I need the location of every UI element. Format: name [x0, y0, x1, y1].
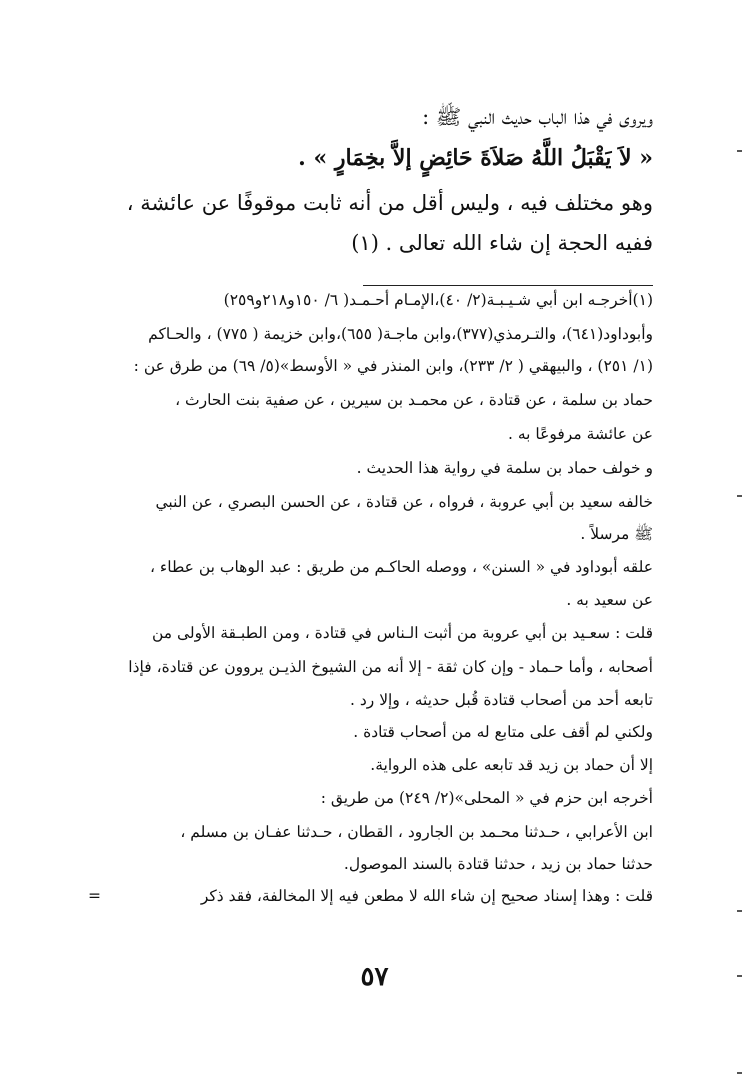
footnote-line: ﷺ مرسلاً . — [580, 525, 653, 543]
footnote-line: أخرجه ابن حزم في « المحلى»(٢/ ٢٤٩) من طريق : — [320, 789, 653, 807]
scan-mark — [737, 150, 742, 152]
main-line-3: وهو مختلف فيه ، وليس أقل من أنه ثابت موقوفًا عن عائشة ، — [126, 191, 653, 215]
hadith-quote: « لاَ يَقْبَلُ اللَّهُ صَلاَةَ حَائِضٍ إلاَّ بخِمَارٍ » . — [298, 145, 653, 171]
page-number: ٥٧ — [360, 962, 389, 992]
footnote-line: (١/ ٢٥١) ، والبيهقي ( ٢/ ٢٣٣)، وابن المنذر في « الأوسط»(٥/ ٦٩) من طرق عن : — [133, 357, 653, 375]
footnote-line: (١)أخرجـه ابن أبي شـيـبـة(٢/ ٤٠)،الإمـام أحـمـد( ٦/ ١٥٠و٢١٨و٢٥٩) — [223, 291, 653, 309]
footnote-line: إلا أن حماد بن زيد قد تابعه على هذه الرواية. — [370, 756, 653, 774]
footnote-line: قلت : سعـيد بن أبي عروبة من أثبت الـناس في قتادة ، ومن الطبـقة الأولى من — [151, 624, 653, 642]
footnote-line: علقه أبوداود في « السنن» ، ووصله الحاكـم من طريق : عبد الوهاب بن عطاء ، — [150, 558, 653, 576]
footnote-line: أصحابه ، وأما حـماد - وإن كان ثقة - إلا أنه من الشيوخ الذيـن يروون عن قتادة، فإذا — [128, 658, 653, 676]
footnote-line: ابن الأعرابي ، حـدثنا محـمد بن الجارود ، القطان ، حـدثنا عفـان بن مسلم ، — [180, 823, 653, 841]
scan-mark — [737, 495, 742, 497]
continuation-mark: = — [88, 887, 101, 905]
scan-mark — [737, 1072, 742, 1074]
scan-mark — [737, 910, 742, 912]
scan-mark — [737, 975, 742, 977]
footnote-line: وأبوداود(٦٤١)، والتـرمذي(٣٧٧)،وابن ماجـة( ٦٥٥)،وابن خزيمة ( ٧٧٥) ، والحـاكم — [148, 325, 653, 343]
main-line-1: ويروى في هذا الباب حديث النبي ﷺ : — [422, 105, 653, 129]
footnote-line: و خولف حماد بن سلمة في رواية هذا الحديث . — [356, 459, 653, 477]
main-line-4: ففيه الحجة إن شاء الله تعالى . (١) — [351, 231, 653, 255]
footnote-line: حماد بن سلمة ، عن قتادة ، عن محمـد بن سيرين ، عن صفية بنت الحارث ، — [175, 391, 653, 409]
footnote-line: قلت : وهذا إسناد صحيح إن شاء الله لا مطعن فيه إلا المخالفة، فقد ذكر — [200, 887, 653, 905]
footnote-line: عن عائشة مرفوعًا به . — [508, 425, 653, 443]
footnote-line: عن سعيد به . — [566, 591, 653, 609]
footnote-line: خالفه سعيد بن أبي عروبة ، فرواه ، عن قتادة ، عن الحسن البصري ، عن النبي — [155, 493, 653, 511]
footnote-separator — [363, 285, 653, 286]
footnote-line: ولكني لم أقف على متابع له من أصحاب قتادة . — [353, 723, 653, 741]
footnote-line: تابعه أحد من أصحاب قتادة قُبل حديثه ، وإلا رد . — [350, 691, 653, 709]
footnote-line: حدثنا حماد بن زيد ، حدثنا قتادة بالسند الموصول. — [343, 855, 653, 873]
